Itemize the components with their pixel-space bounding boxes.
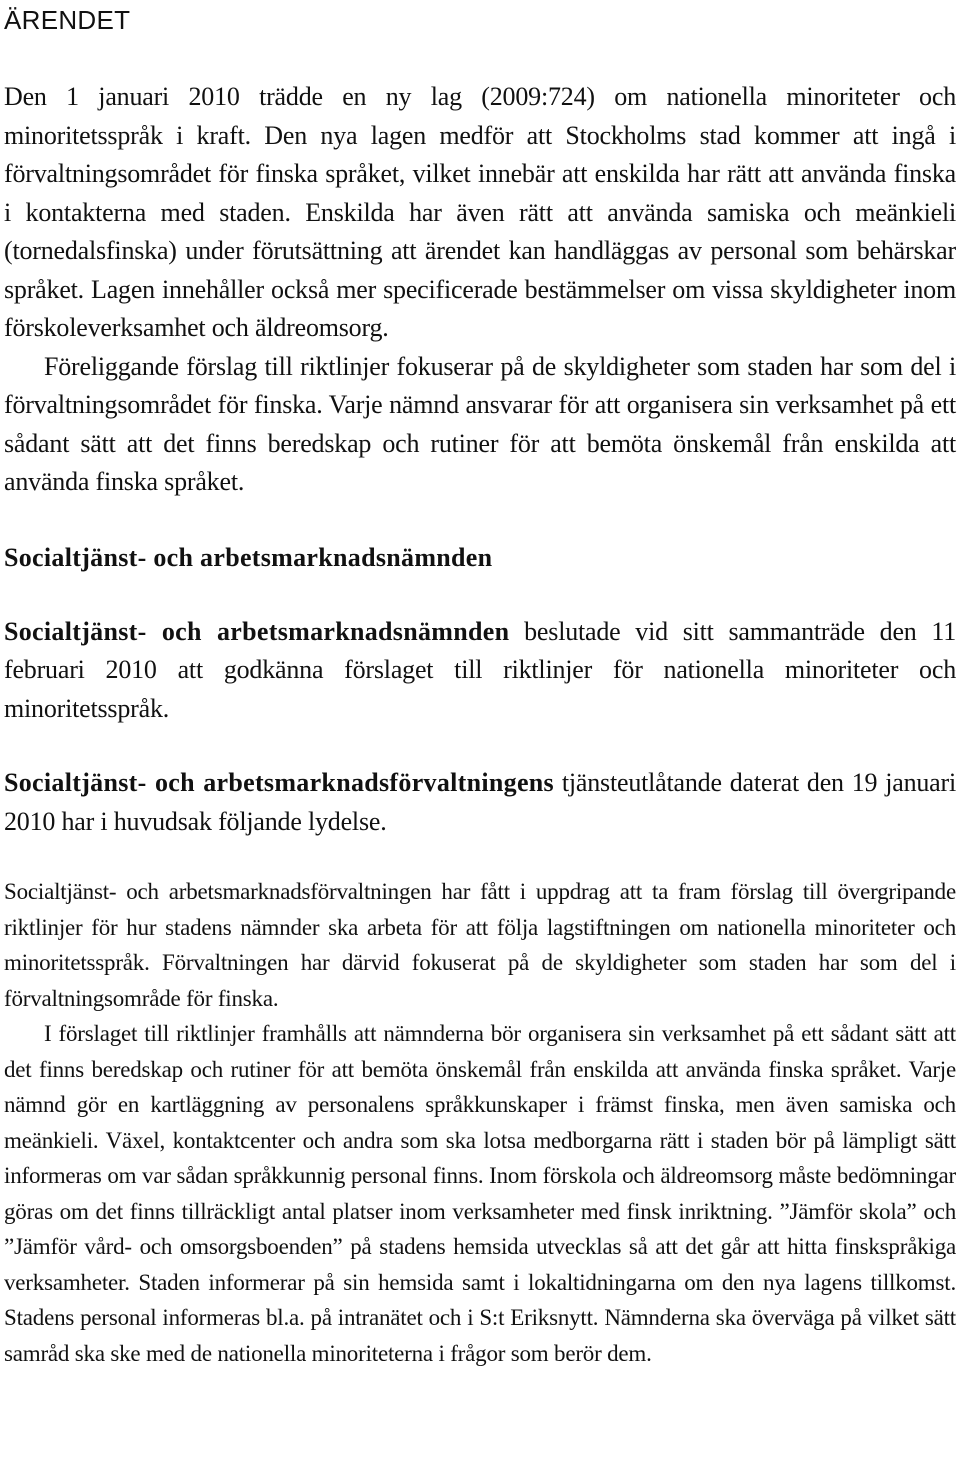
spacer	[4, 502, 956, 539]
decision-paragraph	[4, 613, 956, 729]
section-heading: Socialtjänst- och arbetsmarknadsnämnden	[4, 542, 493, 572]
intro-paragraph-2: Föreliggande förslag till riktlinjer fokuserar på de skyldigheter som staden har som del i förvaltningsområdet för finska. Varje nämnd ansvarar för att organisera sin verksamhet på ett sådant sätt att det finns beredskap och rutiner för att bemöta önskemål från enskilda att använda finska språket.	[4, 351, 956, 496]
decision-bold-lead: Socialtjänst- och arbetsmarknadsnämnden	[4, 616, 510, 646]
spacer	[4, 577, 956, 613]
document-page	[4, 0, 956, 1371]
decision-text: beslutade vid sitt sammanträde den 11 februari 2010 att godkänna förslaget till riktlinjer för nationella minoriteter och minoritetsspråk.	[4, 616, 956, 723]
intro-paragraph-1: Den 1 januari 2010 trädde en ny lag (2009:724) om nationella minoriteter och minoritetsspråk i kraft. Den nya lagen medför att Stockholms stad kommer att ingå i förvaltningsområdet för finska språket, vilket innebär att enskilda har rätt att använda finska i kontakterna med staden. Enskilda har även rätt att använda samiska och meänkieli (tornedalsfinska) under förutsättning att ärendet kan handläggas av personal som behärskar språket. Lagen innehåller också mer specificerade bestämmelser om vissa skyldigheter inom förskoleverksamhet och äldreomsorg.	[4, 82, 956, 342]
body-paragraph-1: Socialtjänst- och arbetsmarknadsförvaltningen har fått i uppdrag att ta fram förslag till övergripande riktlinjer för hur stadens nämnder ska arbeta för att följa lagstiftningen om nationella minoriteter och minoritetsspråk. Förvaltningen har därvid fokuserat på de skyldigheter som staden har som del i förvaltningsområde för finska.	[4, 879, 956, 1011]
document-title: ÄRENDET	[4, 5, 131, 35]
statement-text: tjänsteutlåtande daterat den 19 januari 2010 har i huvudsak följande lydelse.	[4, 768, 956, 836]
statement-bold-lead: Socialtjänst- och arbetsmarknadsförvaltningens	[4, 768, 554, 797]
statement-paragraph	[4, 764, 956, 841]
spacer	[4, 34, 956, 78]
spacer	[4, 728, 956, 764]
spacer	[4, 841, 956, 874]
body-paragraph-2: I förslaget till riktlinjer framhålls att nämnderna bör organisera sin verksamhet på ett sådant sätt att det finns beredskap och rutiner för att bemöta önskemål från enskilda att använda finska språket. Varje nämnd gör en kartläggning av personalens språkkunskaper i främst finska, men även samiska och meänkieli. Växel, kontaktcenter och andra som ska lotsa medborgarna rätt i staden bör på lämpligt sätt informeras om var sådan språkkunnig personal finns. Inom förskola och äldreomsorg måste bedömningar göras om det finns tillräckligt antal platser inom verksamheter med finsk inriktning. ”Jämför skola” och ”Jämför vård- och omsorgsboenden” på stadens hemsida utvecklas så att det går att hitta finskspråkiga verksamheter. Staden informerar på sin hemsida samt i lokaltidningarna om den nya lagens tillkomst. Stadens personal informeras bl.a. på intranätet och i S:t Eriksnytt. Nämnderna ska överväga på vilket sätt samråd ska ske med de nationella minoriteterna i frågor som berör dem.	[4, 1021, 956, 1366]
